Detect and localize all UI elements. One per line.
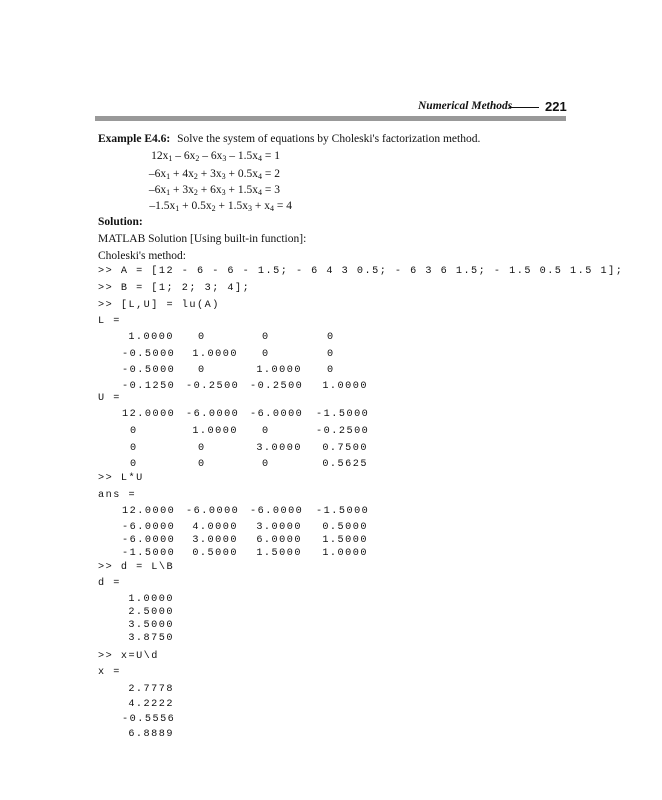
matrix-cell: 3.0000 [256, 443, 302, 454]
example-label: Example E4.6: [98, 133, 171, 145]
equation-line: $12x_1 - 6x_2 - 6x_3 - 1.5x_4 = 1$ [151, 150, 280, 163]
header-band [95, 116, 566, 121]
command-solve-x: >> x=U\d [98, 651, 159, 662]
matrix-cell: -6.0000 [186, 409, 240, 420]
matrix-cell: 6.0000 [256, 535, 302, 546]
matrix-cell: 1.0000 [192, 426, 238, 437]
choleski-method-line: Choleski's method: [98, 250, 187, 262]
matrix-cell: -0.2500 [186, 381, 240, 392]
matrix-cell: 0 [262, 426, 270, 437]
matrix-cell: 0 [327, 332, 335, 343]
matrix-cell: -1.5000 [316, 409, 370, 420]
matrix-cell: -1.5000 [316, 506, 370, 517]
matrix-cell: -6.0000 [250, 506, 304, 517]
matrix-l-label: L = [98, 316, 121, 327]
matrix-cell: -0.2500 [316, 426, 370, 437]
matrix-cell: 0 [198, 332, 206, 343]
vector-value: 6.8889 [128, 729, 174, 740]
vector-value: 3.8750 [128, 633, 174, 644]
command-lu: >> [L,U] = lu(A) [98, 300, 220, 311]
matrix-cell: 3.0000 [256, 522, 302, 533]
matrix-cell: 0 [198, 443, 206, 454]
vector-value: 2.7778 [128, 684, 174, 695]
matrix-cell: -0.5000 [122, 349, 176, 360]
command-lu-multiply: >> L*U [98, 473, 144, 484]
vector-d-label: d = [98, 578, 121, 589]
matrix-u-label: U = [98, 393, 121, 404]
matrix-cell: -6.0000 [122, 522, 176, 533]
example-text: Solve the system of equations by Choleski's factorization method. [177, 133, 481, 145]
vector-value: 3.5000 [128, 620, 174, 631]
matrix-cell: 0 [327, 349, 335, 360]
matrix-cell: 3.0000 [192, 535, 238, 546]
matrix-cell: 1.5000 [322, 535, 368, 546]
matrix-cell: 0 [198, 365, 206, 376]
matrix-cell: 0 [198, 459, 206, 470]
solution-method-line: MATLAB Solution [Using built-in function]: [98, 233, 307, 245]
matrix-cell: 1.0000 [128, 332, 174, 343]
command-define-b: >> B = [1; 2; 3; 4]; [98, 283, 251, 294]
equation-line: $-6x_1 + 4x_2 + 3x_3 + 0.5x_4 = 2$ [148, 168, 280, 181]
page-number: 221 [545, 99, 567, 114]
matrix-cell: 0 [130, 426, 138, 437]
matrix-cell: 12.0000 [122, 506, 176, 517]
vector-value: 1.0000 [128, 594, 174, 605]
header-rule [509, 107, 539, 108]
equation-line: $-6x_1 + 3x_2 + 6x_3 + 1.5x_4 = 3$ [148, 184, 280, 197]
vector-value: 2.5000 [128, 607, 174, 618]
matrix-cell: -0.2500 [250, 381, 304, 392]
matrix-cell: 0.7500 [322, 443, 368, 454]
matrix-cell: 0.5000 [192, 548, 238, 559]
matrix-cell: -6.0000 [250, 409, 304, 420]
matrix-cell: 0 [130, 443, 138, 454]
matrix-cell: 4.0000 [192, 522, 238, 533]
matrix-cell: 0 [262, 459, 270, 470]
matrix-cell: 0.5000 [322, 522, 368, 533]
command-define-a: >> A = [12 - 6 - 6 - 1.5; - 6 4 3 0.5; - 6 3 6 1.5; - 1.5 0.5 1.5 1]; [98, 266, 624, 277]
matrix-cell: 0 [327, 365, 335, 376]
matrix-cell: 1.0000 [322, 381, 368, 392]
matrix-cell: 0 [262, 349, 270, 360]
matrix-cell: 1.5000 [256, 548, 302, 559]
command-solve-d: >> d = L\B [98, 562, 175, 573]
vector-x-label: x = [98, 667, 121, 678]
matrix-cell: 1.0000 [256, 365, 302, 376]
matrix-cell: 0.5625 [322, 459, 368, 470]
matrix-cell: 0 [130, 459, 138, 470]
ans-label: ans = [98, 490, 137, 501]
matrix-cell: -6.0000 [186, 506, 240, 517]
vector-value: -0.5556 [122, 714, 176, 725]
matrix-cell: -0.1250 [122, 381, 176, 392]
solution-heading: Solution: [98, 216, 143, 228]
matrix-cell: -1.5000 [122, 548, 176, 559]
equation-line: $-1.5x_1 + 0.5x_2 + 1.5x_3 + x_4 = 4$ [149, 200, 292, 213]
vector-value: 4.2222 [128, 699, 174, 710]
matrix-cell: 1.0000 [322, 548, 368, 559]
running-header-title: Numerical Methods [418, 100, 513, 112]
example-statement [98, 133, 480, 145]
matrix-cell: 12.0000 [122, 409, 176, 420]
matrix-cell: -6.0000 [122, 535, 176, 546]
matrix-cell: 0 [262, 332, 270, 343]
matrix-cell: 1.0000 [192, 349, 238, 360]
matrix-cell: -0.5000 [122, 365, 176, 376]
